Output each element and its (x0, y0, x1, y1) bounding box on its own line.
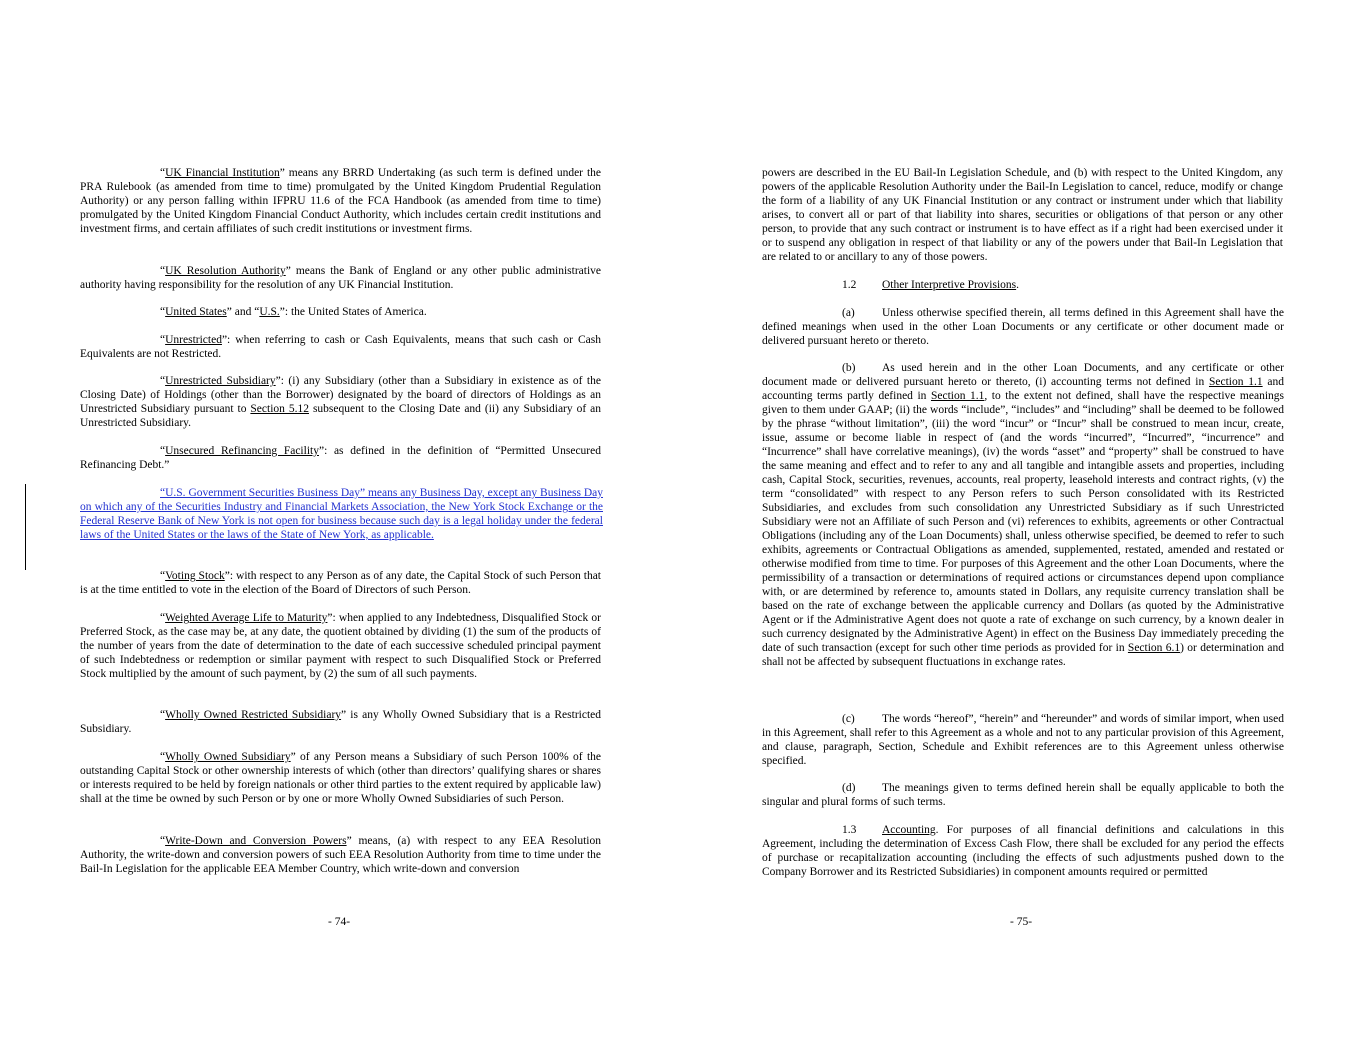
quote-join: ” and “ (226, 306, 260, 318)
definition-text: ” means the Bank of England or any other public administrative authority having responsibility for the resolution of any UK Financial Institution. (80, 265, 602, 291)
clause-label: (b) (842, 362, 856, 374)
definition-text: ”: as defined in the definition of “Permitted Unsecured Refinancing Debt.” (80, 445, 601, 471)
section-1-3 (762, 823, 1284, 879)
section-heading: Other Interpretive Provisions (882, 279, 1017, 291)
quote-open: “ (160, 570, 166, 582)
section-text: . For purposes of all financial definitions and calculations in this Agreement, including the determination of Excess Cash Flow, there shall be excluded for any period the effects of purchase or recapitalization accounting (including the effects of such adjustments pushed down to the Company Borrower and its Restricted Subsidiaries) in component amounts required or permitted (762, 824, 1284, 878)
section-number: 1.2 (842, 279, 857, 291)
left-page (0, 0, 682, 1055)
section-reference: Section 5.12 (250, 403, 309, 415)
definition-text: ”: when applied to any Indebtedness, Disqualified Stock or Preferred Stock, as the case may be, at any date, the quotient obtained by dividing (1) the sum of the products of the number of years from the date of determination to the date of each successive scheduled principal payment of such Indebtedness or redemption or similar payment with respect to such Disqualified Stock or Preferred Stock multiplied by the amount of such payment, by (2) the sum of all such payments. (80, 612, 601, 680)
defined-term: United States (165, 306, 227, 318)
clause-text: ) or determination and shall not be affected by subsequent fluctuations in exchange rates. (762, 642, 1284, 668)
defined-term: Voting Stock (165, 570, 225, 582)
definition-text: ”: (i) any Subsidiary (other than a Subsidiary in existence as of the Closing Date) of Holdings (other than the Borrower) designated by the board of directors of Holdings as an Unrestricted Subsidiary pursuant to (80, 375, 601, 415)
continued-paragraph (762, 166, 1283, 264)
definition-wholly-owned-subsidiary (80, 750, 601, 806)
clause-b (762, 361, 1284, 669)
quote-open: “ (160, 167, 166, 179)
quote-open: “ (160, 375, 166, 387)
defined-term: Unsecured Refinancing Facility (165, 445, 319, 457)
defined-term: UK Financial Institution (165, 167, 280, 179)
quote-open: “ (160, 334, 166, 346)
definition-wholly-owned-restricted-subsidiary (80, 708, 601, 736)
heading-period: . (1016, 279, 1020, 291)
clause-a (762, 306, 1284, 348)
section-number: 1.3 (842, 824, 857, 836)
defined-term: Wholly Owned Subsidiary (165, 751, 291, 763)
defined-term: Wholly Owned Restricted Subsidiary (165, 709, 342, 721)
quote-open: “ (160, 709, 166, 721)
clause-d (762, 781, 1284, 809)
definition-text: ” is any Wholly Owned Subsidiary that is a Restricted Subsidiary. (80, 709, 601, 735)
definition-text: ” means, (a) with respect to any EEA Resolution Authority, the write-down and conversion powers of such EEA Resolution Authority from time to time under the Bail-In Legislation for the applicable EEA Member Country, which write-down and conversion (80, 835, 601, 875)
defined-term: Write-Down and Conversion Powers (165, 835, 347, 847)
section-reference: Section 1.1 (1208, 376, 1263, 388)
definition-unrestricted (80, 333, 601, 361)
definition-voting-stock (80, 569, 601, 597)
definition-text: ”: with respect to any Person as of any date, the Capital Stock of such Person that is at the time entitled to vote in the election of the Board of Directors of such Person. (80, 570, 601, 596)
clause-text: and accounting terms partly defined in (762, 376, 1284, 402)
clause-text: As used herein and in the other Loan Documents, and any certificate or other document made or delivered pursuant hereto or thereto, (i) accounting terms not defined in (762, 362, 1284, 388)
section-1-2-heading (762, 278, 1283, 292)
right-page (682, 0, 1365, 1055)
section-reference: Section 6.1 (1127, 642, 1181, 654)
clause-label: (d) (842, 782, 856, 794)
page-number: - 75- (1010, 916, 1033, 928)
clause-label: (c) (842, 713, 855, 725)
clause-text: The words “hereof”, “herein” and “hereunder” and words of similar import, when used in this Agreement, shall refer to this Agreement as a whole and not to any particular provision of this Agreement, and clause, paragraph, Section, Schedule and Exhibit references are to this Agreement unless otherwise specified. (762, 713, 1284, 767)
defined-term: Weighted Average Life to Maturity (165, 612, 328, 624)
clause-text: , to the extent not defined, shall have the respective meanings given to them under GAAP; (ii) the words “include”, “includes” and “including” shall be deemed to be followed by the phrase “without limitation”, (iii) the word “incur” or “Incur” shall be construed to mean incur, create, issue, assume or become liable in respect of (and the words “incurred”, “Incurred”, “incurrence” and “Incurrence” shall have correlative meanings), (iv) the words “asset” and “property” shall be construed to have the same meaning and effect and to refer to any and all tangible and intangible assets and properties, including cash, Capital Stock, securities, revenues, accounts, real property, leasehold interests and contract rights, (v) the term “consolidated” with respect to any Person refers to such Person consolidated with its Restricted Subsidiaries, and excludes from such consolidation any Unrestricted Subsidiary as if such Unrestricted Subsidiary were not an Affiliate of such Person and (vi) references to exhibits, agreements or other Contractual Obligations (including any of the Loan Documents) shall, unless otherwise specified, be deemed to refer to such exhibits, agreements or Contractual Obligations as amended, supplemented, restated, amended and restated or otherwise modified from time to time. For purposes of this Agreement and the other Loan Documents, where the permissibility of a transaction or determinations of required actions or circumstances depend upon compliance with, or are determined by reference to, amounts stated in Dollars, any requisite currency translation shall be based on the rate of exchange between the applicable currency and Dollars (as quoted by the Administrative Agent or if the Administrative Agent does not quote a rate of exchange on such currency, by a known dealer in such currency designated by the Administrative Agent) in effect on the Business Day immediately preceding the date of such transaction (except for such other time periods as provided for in (762, 390, 1284, 654)
definition-uk-financial-institution (80, 166, 601, 236)
clause-text: The meanings given to terms defined herein shall be equally applicable to both the singular and plural forms of such terms. (762, 782, 1284, 808)
revision-change-bar (25, 484, 26, 570)
definition-text: ”: the United States of America. (279, 306, 427, 318)
quote-open: “ (160, 306, 166, 318)
inserted-text: “U.S. Government Securities Business Day” means any Business Day, except any Business Day on which any of the Securities Industry and Financial Markets Association, the New York Stock Exchange or the Federal Reserve Bank of New York is not open for business because such day is a legal holiday under the federal laws of the United States or the laws of the State of New York, as applicable. (80, 487, 603, 541)
definition-unsecured-refinancing-facility (80, 444, 601, 472)
definition-weighted-average-life (80, 611, 601, 681)
defined-term: UK Resolution Authority (165, 265, 286, 277)
defined-term: Unrestricted Subsidiary (165, 375, 276, 387)
quote-open: “ (160, 265, 166, 277)
quote-open: “ (160, 751, 166, 763)
clause-text: Unless otherwise specified therein, all terms defined in this Agreement shall have the defined meanings when used in the other Loan Documents or any certificate or other document made or delivered pursuant hereto or thereto. (762, 307, 1284, 347)
clause-label: (a) (842, 307, 855, 319)
quote-open: “ (160, 835, 166, 847)
definition-text: ” of any Person means a Subsidiary of such Person 100% of the outstanding Capital Stock or other ownership interests of which (other than directors’ qualifying shares or shares or interests required to be held by foreign nationals or other third parties to the extent required by applicable law) shall at the time be owned by such Person or by one or more Wholly Owned Subsidiaries of such Person. (80, 751, 601, 805)
defined-term: U.S. (259, 306, 280, 318)
definition-text: ”: when referring to cash or Cash Equivalents, means that such cash or Cash Equivalents are not Restricted. (80, 334, 601, 360)
definition-text: subsequent to the Closing Date and (ii) any Subsidiary of an Unrestricted Subsidiary. (80, 403, 601, 429)
definition-write-down-conversion-powers (80, 834, 601, 876)
page-number: - 74- (328, 916, 351, 928)
definition-us-government-securities-business-day (80, 486, 603, 542)
paragraph-text: powers are described in the EU Bail-In Legislation Schedule, and (b) with respect to the United Kingdom, any powers of the applicable Resolution Authority under the Bail-In Legislation to cancel, reduce, modify or change the form of a liability of any UK Financial Institution or any contract or instrument under which that liability arises, to convert all or part of that liability into shares, securities or obligations of that person or any other person, to provide that any such contract or instrument is to have effect as if a right had been exercised under it or to suspend any obligation in respect of that liability or any of the powers under that Bail-In Legislation that are related to or ancillary to any of those powers. (762, 167, 1283, 263)
definition-unrestricted-subsidiary (80, 374, 601, 430)
quote-open: “ (160, 445, 166, 457)
defined-term: Unrestricted (165, 334, 222, 346)
section-reference: Section 1.1 (930, 390, 985, 402)
quote-open: “ (160, 612, 166, 624)
definition-uk-resolution-authority (80, 264, 601, 292)
clause-c (762, 712, 1284, 768)
section-heading: Accounting (882, 824, 936, 836)
definition-text: ” means any BRRD Undertaking (as such term is defined under the PRA Rulebook (as amended from time to time) promulgated by the United Kingdom Prudential Regulation Authority) or any person falling within IFPRU 11.6 of the FCA Handbook (as amended from time to time) promulgated by the United Kingdom Financial Conduct Authority, which includes certain credit institutions and investment firms, and certain affiliates of such credit institutions or investment firms. (80, 167, 601, 235)
definition-united-states (80, 305, 601, 319)
